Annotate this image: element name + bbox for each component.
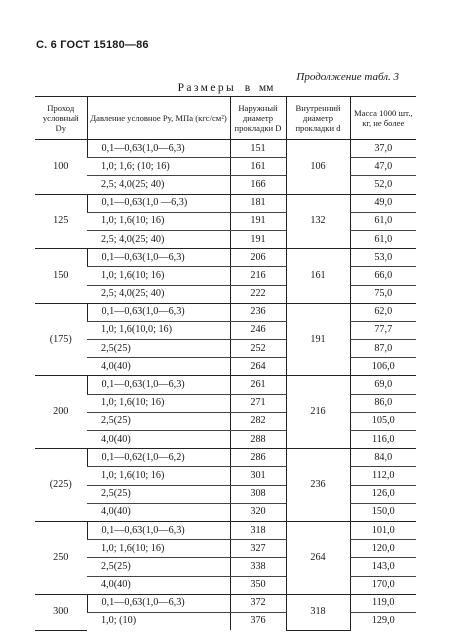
cell-pressure: 2,5(25) bbox=[87, 340, 230, 358]
cell-mass: 119,0 bbox=[350, 594, 416, 612]
cell-mass: 86,0 bbox=[350, 394, 416, 412]
cell-pressure: 1,0; 1,6(10; 16) bbox=[87, 540, 230, 558]
cell-mass: 75,0 bbox=[350, 285, 416, 303]
cell-nominal-bore: 125 bbox=[35, 194, 87, 249]
cell-outer-diameter: 318 bbox=[230, 521, 286, 539]
cell-pressure: 0,1—0,63(1,0 —6,3) bbox=[87, 194, 230, 212]
header-nominal-bore: Проход условный Dy bbox=[35, 97, 87, 140]
cell-mass: 126,0 bbox=[350, 485, 416, 503]
table-header-row bbox=[35, 97, 416, 140]
gasket-dimensions-table bbox=[35, 96, 416, 631]
table-row bbox=[35, 540, 416, 558]
cell-nominal-bore: 100 bbox=[35, 140, 87, 195]
cell-outer-diameter: 350 bbox=[230, 576, 286, 594]
table-row bbox=[35, 558, 416, 576]
cell-outer-diameter: 181 bbox=[230, 194, 286, 212]
cell-outer-diameter: 191 bbox=[230, 230, 286, 248]
header-inner-diameter: Внутренний диаметр прокладки d bbox=[286, 97, 350, 140]
cell-mass: 69,0 bbox=[350, 376, 416, 394]
cell-inner-diameter: 106 bbox=[286, 140, 350, 195]
cell-mass: 61,0 bbox=[350, 212, 416, 230]
cell-outer-diameter: 264 bbox=[230, 358, 286, 376]
cell-pressure: 0,1—0,63(1,0—6,3) bbox=[87, 140, 230, 158]
table-body bbox=[35, 140, 416, 631]
cell-mass: 49,0 bbox=[350, 194, 416, 212]
table-row bbox=[35, 576, 416, 594]
table-row bbox=[35, 503, 416, 521]
cell-outer-diameter: 236 bbox=[230, 303, 286, 321]
table-row bbox=[35, 449, 416, 467]
cell-outer-diameter: 166 bbox=[230, 176, 286, 194]
table-row bbox=[35, 194, 416, 212]
cell-pressure: 2,5(25) bbox=[87, 485, 230, 503]
cell-pressure: 4,0(40) bbox=[87, 431, 230, 449]
cell-mass: 47,0 bbox=[350, 158, 416, 176]
table-row bbox=[35, 249, 416, 267]
cell-pressure: 4,0(40) bbox=[87, 576, 230, 594]
cell-mass: 143,0 bbox=[350, 558, 416, 576]
cell-outer-diameter: 261 bbox=[230, 376, 286, 394]
cell-inner-diameter: 318 bbox=[286, 594, 350, 630]
table-row bbox=[35, 467, 416, 485]
caption-unit: мм bbox=[258, 82, 274, 94]
cell-pressure: 2,5; 4,0(25; 40) bbox=[87, 285, 230, 303]
cell-pressure: 4,0(40) bbox=[87, 358, 230, 376]
cell-mass: 101,0 bbox=[350, 521, 416, 539]
cell-outer-diameter: 327 bbox=[230, 540, 286, 558]
cell-pressure: 1,0; 1,6(10; 16) bbox=[87, 394, 230, 412]
table-row bbox=[35, 158, 416, 176]
table-row bbox=[35, 285, 416, 303]
table-row bbox=[35, 230, 416, 248]
cell-outer-diameter: 191 bbox=[230, 212, 286, 230]
table-row bbox=[35, 358, 416, 376]
cell-outer-diameter: 372 bbox=[230, 594, 286, 612]
table-row bbox=[35, 267, 416, 285]
table-continuation-note: Продолжение табл. 3 bbox=[296, 71, 399, 83]
cell-outer-diameter: 216 bbox=[230, 267, 286, 285]
cell-mass: 61,0 bbox=[350, 230, 416, 248]
cell-pressure: 0,1—0,63(1,0—6,3) bbox=[87, 521, 230, 539]
page-header: С. 6 ГОСТ 15180—86 bbox=[36, 39, 149, 51]
cell-mass: 77,7 bbox=[350, 321, 416, 339]
cell-mass: 53,0 bbox=[350, 249, 416, 267]
cell-nominal-bore: 300 bbox=[35, 594, 87, 630]
cell-mass: 52,0 bbox=[350, 176, 416, 194]
table-row bbox=[35, 176, 416, 194]
cell-mass: 87,0 bbox=[350, 340, 416, 358]
table-row bbox=[35, 340, 416, 358]
table-row bbox=[35, 212, 416, 230]
cell-mass: 62,0 bbox=[350, 303, 416, 321]
table-row bbox=[35, 431, 416, 449]
cell-outer-diameter: 282 bbox=[230, 412, 286, 430]
cell-outer-diameter: 308 bbox=[230, 485, 286, 503]
table-row bbox=[35, 612, 416, 630]
cell-pressure: 0,1—0,63(1,0—6,3) bbox=[87, 249, 230, 267]
table-row bbox=[35, 521, 416, 539]
cell-outer-diameter: 288 bbox=[230, 431, 286, 449]
cell-pressure: 1,0; 1,6(10; 16) bbox=[87, 267, 230, 285]
cell-nominal-bore: (175) bbox=[35, 303, 87, 376]
cell-pressure: 1,0; 1,6; (10; 16) bbox=[87, 158, 230, 176]
table-row bbox=[35, 594, 416, 612]
cell-inner-diameter: 236 bbox=[286, 449, 350, 522]
cell-outer-diameter: 338 bbox=[230, 558, 286, 576]
cell-pressure: 1,0; (10) bbox=[101, 615, 137, 627]
table-row bbox=[35, 394, 416, 412]
cell-mass: 112,0 bbox=[350, 467, 416, 485]
header-nominal-pressure: Давление условное Pу, МПа (кгс/см²) bbox=[87, 97, 230, 140]
cell-outer-diameter: 376 bbox=[230, 612, 286, 630]
caption-preposition: в bbox=[244, 82, 251, 94]
cell-outer-diameter: 206 bbox=[230, 249, 286, 267]
cell-mass: 120,0 bbox=[350, 540, 416, 558]
cell-outer-diameter: 161 bbox=[230, 158, 286, 176]
cell-mass: 106,0 bbox=[350, 358, 416, 376]
cell-pressure: 0,1—0,63(1,0—6,3) bbox=[87, 376, 230, 394]
cell-outer-diameter: 271 bbox=[230, 394, 286, 412]
table-row bbox=[35, 376, 416, 394]
cell-pressure: 4,0(40) bbox=[87, 503, 230, 521]
cell-outer-diameter: 252 bbox=[230, 340, 286, 358]
cell-pressure: 2,5(25) bbox=[87, 558, 230, 576]
table-row bbox=[35, 321, 416, 339]
cell-outer-diameter: 301 bbox=[230, 467, 286, 485]
header-mass: Масса 1000 шт., кг, не более bbox=[350, 97, 416, 140]
cell-pressure: 1,0; 1,6(10,0; 16) bbox=[87, 321, 230, 339]
cell-pressure: 1,0; 1,6(10; 16) bbox=[87, 212, 230, 230]
table-row bbox=[35, 412, 416, 430]
cell-pressure: 1,0; 1,6(10; 16) bbox=[87, 467, 230, 485]
cell-outer-diameter: 151 bbox=[230, 140, 286, 158]
cell-pressure: 2,5; 4,0(25; 40) bbox=[87, 230, 230, 248]
cell-mass: 66,0 bbox=[350, 267, 416, 285]
cell-nominal-bore: 150 bbox=[35, 249, 87, 304]
cell-pressure: 0,1—0,63(1,0—6,3) bbox=[87, 594, 230, 612]
cell-nominal-bore: (225) bbox=[35, 449, 87, 522]
cell-pressure: 0,1—0,63(1,0—6,3) bbox=[87, 303, 230, 321]
table-row bbox=[35, 140, 416, 158]
table-row bbox=[35, 303, 416, 321]
cell-mass: 170,0 bbox=[350, 576, 416, 594]
cell-mass: 150,0 bbox=[350, 503, 416, 521]
cell-mass: 37,0 bbox=[350, 140, 416, 158]
cell-outer-diameter: 320 bbox=[230, 503, 286, 521]
cell-nominal-bore: 200 bbox=[35, 376, 87, 449]
cell-pressure: 2,5; 4,0(25; 40) bbox=[87, 176, 230, 194]
cell-inner-diameter: 191 bbox=[286, 303, 350, 376]
cell-mass: 116,0 bbox=[350, 431, 416, 449]
cell-mass: 105,0 bbox=[350, 412, 416, 430]
cell-outer-diameter: 246 bbox=[230, 321, 286, 339]
cell-outer-diameter: 222 bbox=[230, 285, 286, 303]
cell-outer-diameter: 286 bbox=[230, 449, 286, 467]
cell-mass: 129,0 bbox=[350, 612, 416, 630]
header-outer-diameter: Наружный диаметр прокладки D bbox=[230, 97, 286, 140]
cell-inner-diameter: 264 bbox=[286, 521, 350, 594]
table-row bbox=[35, 485, 416, 503]
cell-inner-diameter: 216 bbox=[286, 376, 350, 449]
caption-word: Размеры bbox=[177, 82, 237, 94]
cell-nominal-bore: 250 bbox=[35, 521, 87, 594]
cell-mass: 84,0 bbox=[350, 449, 416, 467]
cell-pressure: 0,1—0,62(1,0—6,2) bbox=[87, 449, 230, 467]
table-caption bbox=[0, 82, 451, 94]
cell-inner-diameter: 132 bbox=[286, 194, 350, 249]
cell-inner-diameter: 161 bbox=[286, 249, 350, 304]
cell-pressure: 2,5(25) bbox=[87, 412, 230, 430]
